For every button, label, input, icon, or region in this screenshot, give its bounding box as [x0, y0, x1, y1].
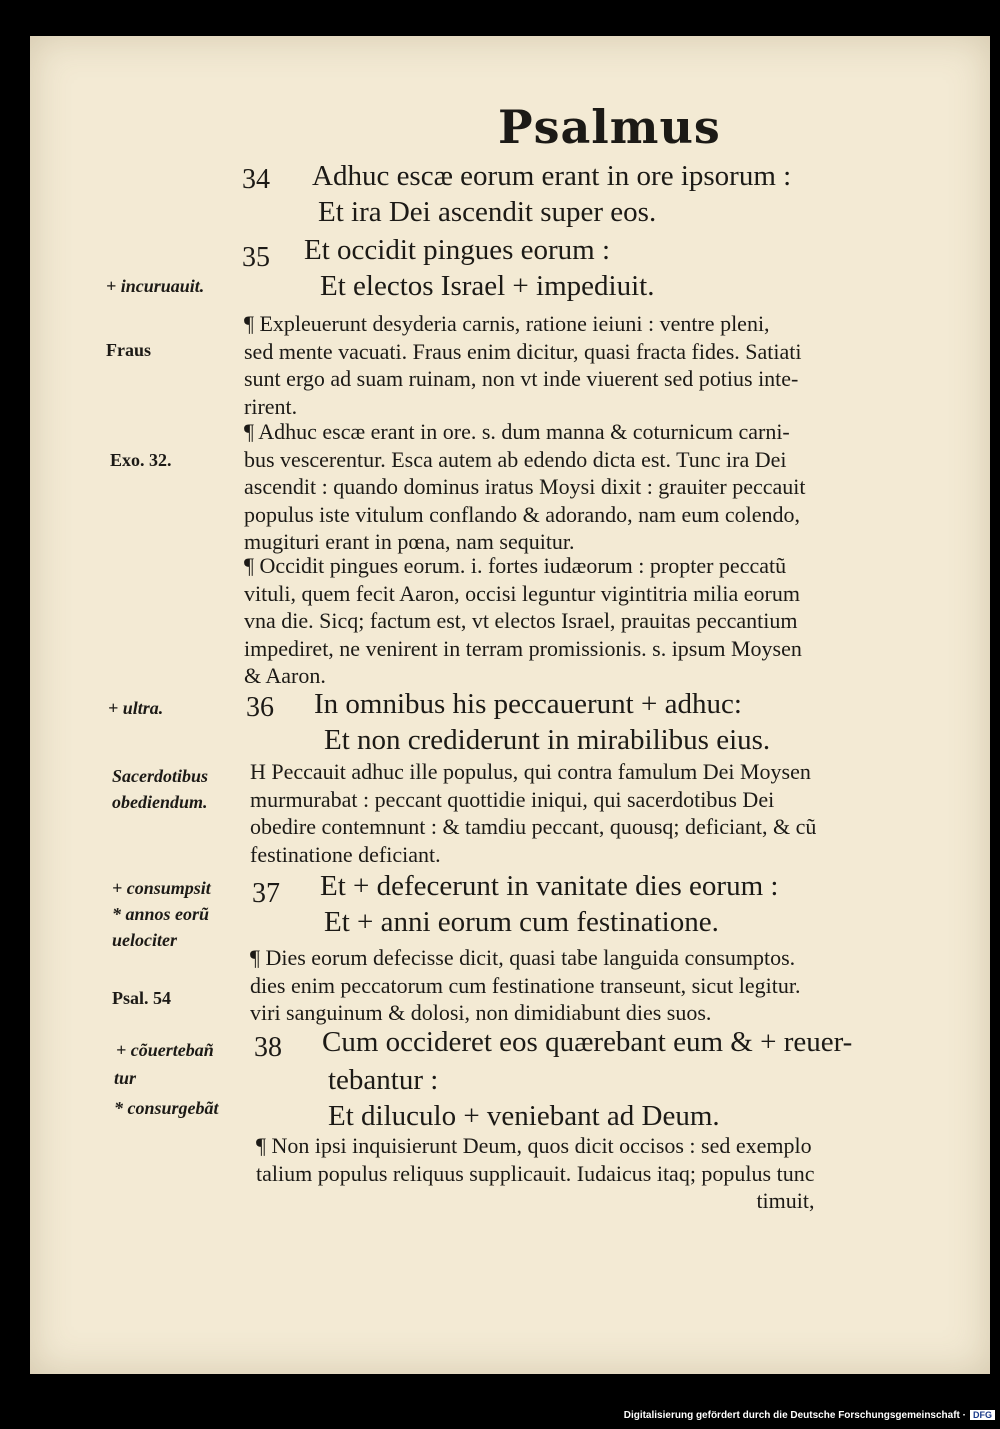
- verse-number: 36: [246, 692, 274, 723]
- margin-note: obediendum.: [112, 792, 208, 812]
- verse-number: 37: [252, 878, 280, 909]
- verse-line: tebantur :: [328, 1064, 439, 1096]
- commentary-line: ¶ Adhuc escæ erant in ore. s. dum manna & coturnicum carni-: [244, 419, 790, 444]
- footer-text: Digitalisierung gefördert durch die Deutsche Forschungsgemeinschaft ·: [623, 1410, 966, 1421]
- commentary-line: ¶ Expleuerunt desyderia carnis, ratione ieiuni : ventre pleni,: [244, 311, 770, 336]
- verse-line: Et + defecerunt in vanitate dies eorum :: [320, 870, 779, 902]
- commentary-line: sunt ergo ad suam ruinam, non vt inde viuerent sed potius inte-: [244, 366, 799, 391]
- commentary-block: [244, 310, 802, 420]
- verse-number: 38: [254, 1032, 282, 1063]
- commentary-line: ascendit : quando dominus iratus Moysi dixit : grauiter peccauit: [244, 474, 806, 499]
- commentary-line: mugituri erant in pœna, nam sequitur.: [244, 529, 575, 554]
- commentary-line: sed mente vacuati. Fraus enim dicitur, quasi fracta fides. Satiati: [244, 338, 802, 364]
- commentary-line: H Peccauit adhuc ille populus, qui contra famulum Dei Moysen: [250, 759, 811, 784]
- verse-line: Et ira Dei ascendit super eos.: [318, 196, 657, 228]
- commentary-line: obedire contemnunt : & tamdiu peccant, quousq; deficiant, & cũ: [250, 814, 817, 839]
- margin-note: Fraus: [106, 340, 151, 360]
- digitization-footer: [0, 1410, 995, 1421]
- margin-note: + ultra.: [108, 698, 164, 718]
- commentary-line: ¶ Occidit pingues eorum. i. fortes iudæorum : propter peccatũ: [244, 553, 787, 578]
- commentary-line: vna die. Sicq; factum est, vt electos Israel, prauitas peccantium: [244, 608, 798, 633]
- verse-line: Et + anni eorum cum festinatione.: [324, 906, 719, 938]
- verse-number: 35: [242, 242, 270, 273]
- commentary-line: vituli, quem fecit Aaron, occisi leguntur vigintitria milia eorum: [244, 580, 800, 606]
- commentary-line: dies enim peccatorum cum festinatione transeunt, sicut legitur.: [250, 972, 801, 998]
- commentary-line: talium populus reliquus supplicauit. Iudaicus itaq; populus tunc: [256, 1160, 815, 1186]
- commentary-line: ¶ Dies eorum defecisse dicit, quasi tabe languida consumptos.: [250, 945, 796, 970]
- verse-line: Adhuc escæ eorum erant in ore ipsorum :: [312, 160, 792, 192]
- verse-line: Et non crediderunt in mirabilibus eius.: [324, 724, 771, 756]
- commentary-line: rirent.: [244, 393, 298, 419]
- margin-note: Psal. 54: [112, 988, 172, 1008]
- running-head: Psalmus: [498, 100, 721, 154]
- verse-line: Cum occideret eos quærebant eum & + reuer-: [322, 1026, 853, 1058]
- commentary-block: [250, 944, 800, 1027]
- margin-note: tur: [114, 1068, 137, 1088]
- dfg-logo: DFG: [970, 1410, 995, 1420]
- verse-line: Et occidit pingues eorum :: [304, 234, 611, 266]
- margin-note: + incuruauit.: [106, 276, 205, 296]
- verse-number: 34: [242, 164, 270, 195]
- margin-note: + consumpsit: [112, 878, 211, 898]
- commentary-line: populus iste vitulum conflando & adorando, nam eum colendo,: [244, 501, 801, 527]
- book-page: [30, 36, 990, 1374]
- margin-note: Sacerdotibus: [112, 766, 209, 786]
- verse-line: Et diluculo + veniebant ad Deum.: [328, 1100, 720, 1132]
- margin-note: * annos eorũ: [112, 904, 210, 924]
- commentary-line: impediret, ne venirent in terram promissionis. s. ipsum Moysen: [244, 635, 802, 661]
- commentary-block: [256, 1132, 815, 1215]
- margin-note: * consurgebãt: [114, 1098, 219, 1118]
- catchword: timuit,: [756, 1188, 815, 1213]
- margin-note: Exo. 32.: [110, 450, 172, 470]
- commentary-line: viri sanguinum & dolosi, non dimidiabunt dies suos.: [250, 1000, 712, 1025]
- commentary-line: & Aaron.: [244, 663, 326, 688]
- commentary-line: bus vescerentur. Esca autem ab edendo dicta est. Tunc ira Dei: [244, 446, 787, 472]
- commentary-line: ¶ Non ipsi inquisierunt Deum, quos dicit occisos : sed exemplo: [256, 1133, 812, 1158]
- commentary-line: murmurabat : peccant quottidie iniqui, qui sacerdotibus Dei: [250, 786, 775, 812]
- verse-line: In omnibus his peccauerunt + adhuc:: [314, 688, 742, 720]
- commentary-line: festinatione deficiant.: [250, 841, 441, 867]
- commentary-block: [244, 418, 806, 556]
- verse-line: Et electos Israel + impediuit.: [320, 270, 655, 302]
- commentary-block: [244, 552, 802, 690]
- margin-note: + cõuertebañ: [116, 1040, 214, 1060]
- commentary-block: [250, 758, 816, 868]
- margin-note: uelociter: [112, 930, 177, 950]
